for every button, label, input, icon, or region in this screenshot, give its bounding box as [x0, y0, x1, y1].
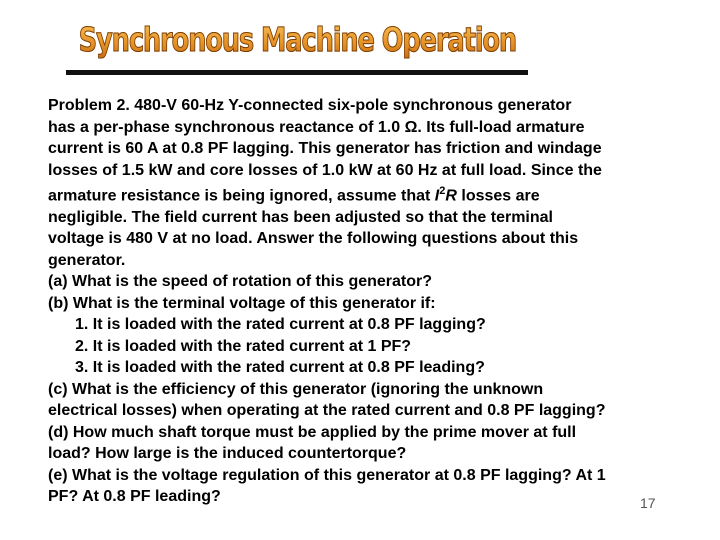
text-line: PF? At 0.8 PF leading? [48, 488, 221, 506]
question-c: (c) What is the efficiency of this generator (ignoring the unknown [48, 380, 544, 398]
text-line: generator. [48, 251, 126, 269]
text-line: negligible. The field current has been adjusted so that the terminal [48, 208, 553, 226]
slide-title: Synchronous Machine Operation [78, 19, 516, 59]
text-line: losses of 1.5 kW and core losses of 1.0 kW at 60 Hz at full load. Since the [48, 161, 602, 179]
sub-item-3: 3. It is loaded with the rated current at 0.8 PF leading? [75, 359, 485, 377]
text-line: Problem 2. 480-V 60-Hz Y-connected six-pole synchronous generator [48, 97, 572, 114]
title-underline [66, 70, 528, 75]
title-container [66, 14, 528, 64]
page-number: 17 [640, 495, 656, 511]
resistance-symbol: R [445, 187, 457, 205]
current-symbol: I [434, 187, 440, 205]
problem-text [48, 95, 688, 508]
text-line: voltage is 480 V at no load. Answer the following questions about this [48, 230, 579, 248]
question-d: (d) How much shaft torque must be applied by the prime mover at full [48, 423, 577, 441]
question-b: (b) What is the terminal voltage of this generator if: [48, 294, 436, 312]
text-line: load? How large is the induced countertorque? [48, 445, 407, 463]
superscript-two: 2 [439, 185, 446, 197]
text-segment: losses are [456, 187, 540, 205]
question-e: (e) What is the voltage regulation of this generator at 0.8 PF lagging? At 1 [48, 466, 606, 484]
question-a: (a) What is the speed of rotation of this generator? [48, 273, 433, 291]
text-line [48, 181, 688, 207]
sub-item-1: 1. It is loaded with the rated current at 0.8 PF lagging? [75, 316, 486, 334]
text-segment: armature resistance is being ignored, assume that [48, 187, 435, 205]
text-line: has a per-phase synchronous reactance of 1.0 Ω. Its full-load armature [48, 118, 585, 136]
text-line: current is 60 A at 0.8 PF lagging. This generator has friction and windage [48, 140, 602, 157]
sub-item-2: 2. It is loaded with the rated current at 1 PF? [75, 337, 412, 355]
text-line: electrical losses) when operating at the rated current and 0.8 PF lagging? [48, 402, 606, 420]
